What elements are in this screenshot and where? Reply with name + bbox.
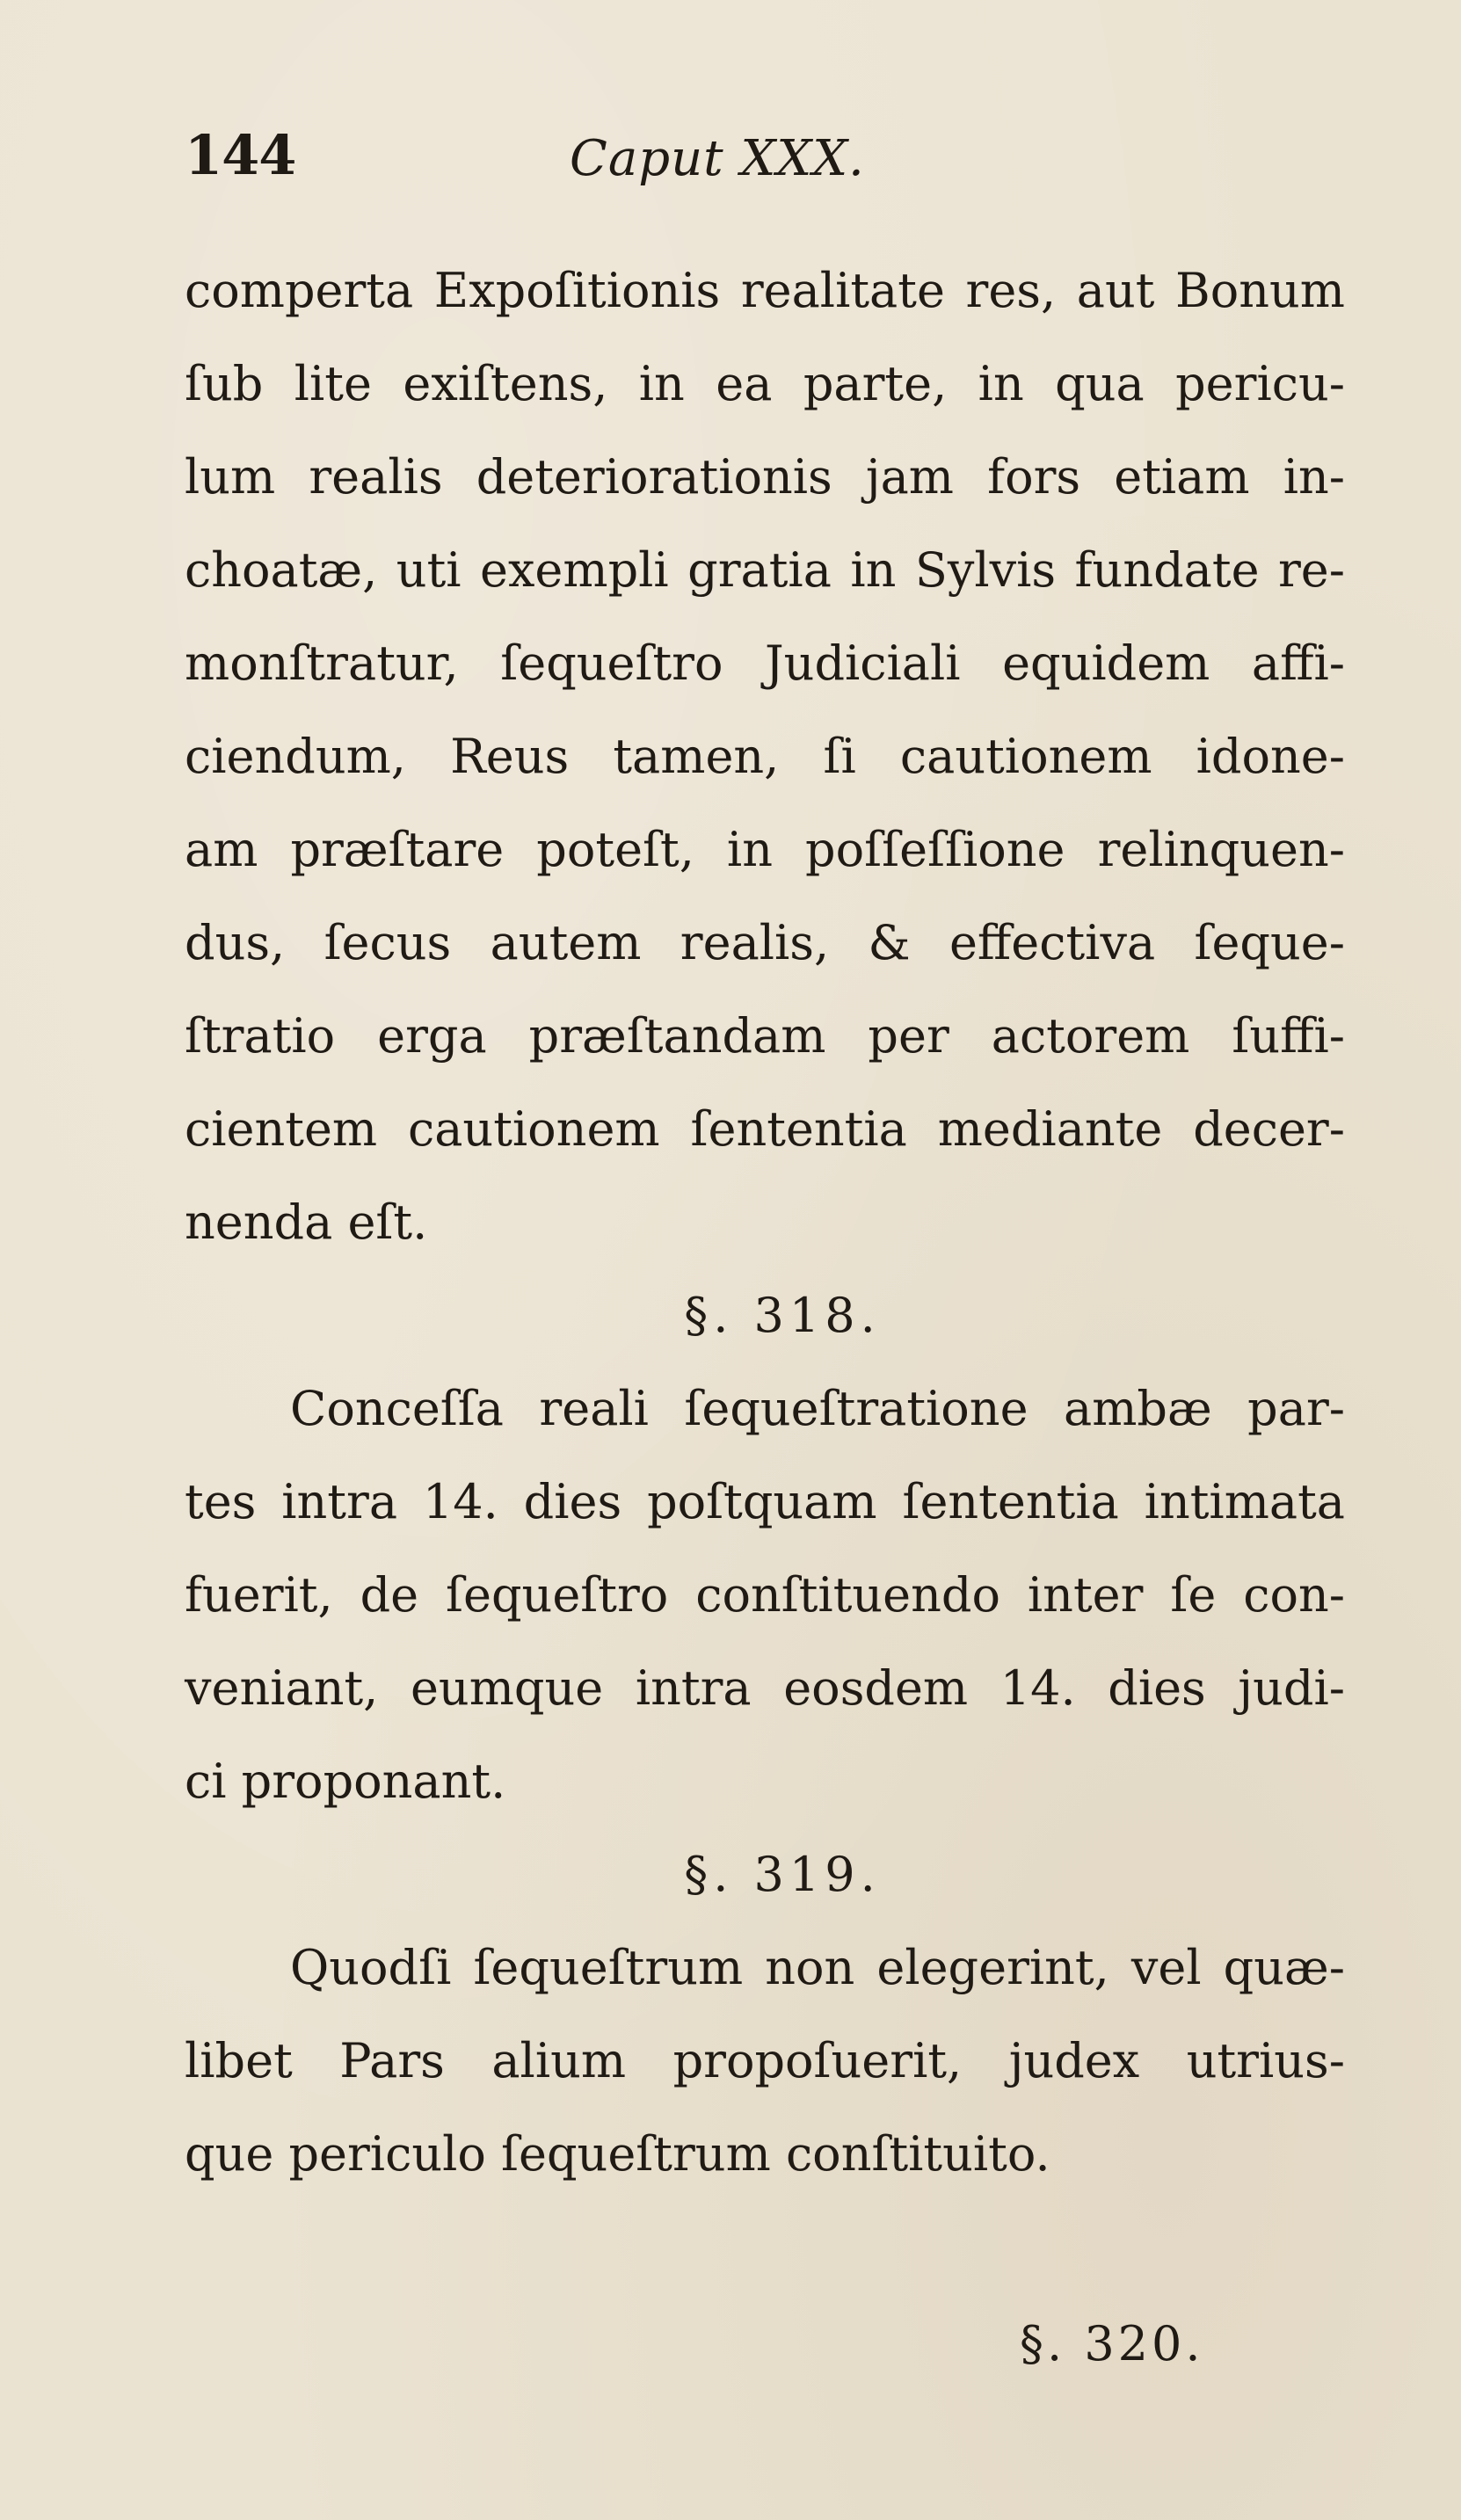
text-line: tes intra 14. dies poſtquam ſententia intimata <box>185 1474 1345 1529</box>
text-line: Conceſſa reali ſequeſtratione ambæ par- <box>290 1381 1345 1436</box>
text-line: veniant, eumque intra eosdem 14. dies judi- <box>185 1660 1345 1716</box>
text-line: ci proponant. <box>185 1754 506 1809</box>
text-line: ciendum, Reus tamen, ſi cautionem idone- <box>185 729 1345 784</box>
text-line: que periculo ſequeſtrum conſtituito. <box>185 2126 1050 2182</box>
text-line: monſtratur, ſequeſtro Judiciali equidem affi- <box>185 635 1345 691</box>
text-line: Quodſi ſequeſtrum non elegerint, vel quæ- <box>290 1940 1345 1995</box>
text-line: ſtratio erga præſtandam per actorem ſuffi- <box>185 1008 1345 1064</box>
text-line: cientem cautionem ſententia mediante decer- <box>185 1101 1345 1157</box>
text-line: choatæ, uti exempli gratia in Sylvis fundate re- <box>185 542 1345 598</box>
text-line: lum realis deteriorationis jam fors etiam in- <box>185 449 1345 505</box>
text-line: libet Pars alium propoſuerit, judex utrius- <box>185 2033 1345 2088</box>
paragraph-continued <box>185 244 1345 2201</box>
text-line: nenda eſt. <box>185 1195 428 1250</box>
catchword: §. 320. <box>1020 2316 1204 2371</box>
running-head: Caput XXX. <box>570 130 865 187</box>
page-header <box>185 123 1345 211</box>
text-line: ſub lite exiſtens, in ea parte, in qua pericu- <box>185 356 1345 411</box>
section-heading-319: §. 319. <box>684 1847 881 1902</box>
section-heading-318: §. 318. <box>684 1288 881 1343</box>
text-line: fuerit, de ſequeſtro conſtituendo inter ſe con- <box>185 1567 1345 1623</box>
text-line: comperta Expoſitionis realitate res, aut Bonum <box>185 263 1345 318</box>
text-line: am præſtare poteſt, in poſſeſſione relinquen- <box>185 822 1345 877</box>
page-number: 144 <box>185 123 296 187</box>
text-line: dus, ſecus autem realis, & effectiva ſeque- <box>185 915 1345 970</box>
